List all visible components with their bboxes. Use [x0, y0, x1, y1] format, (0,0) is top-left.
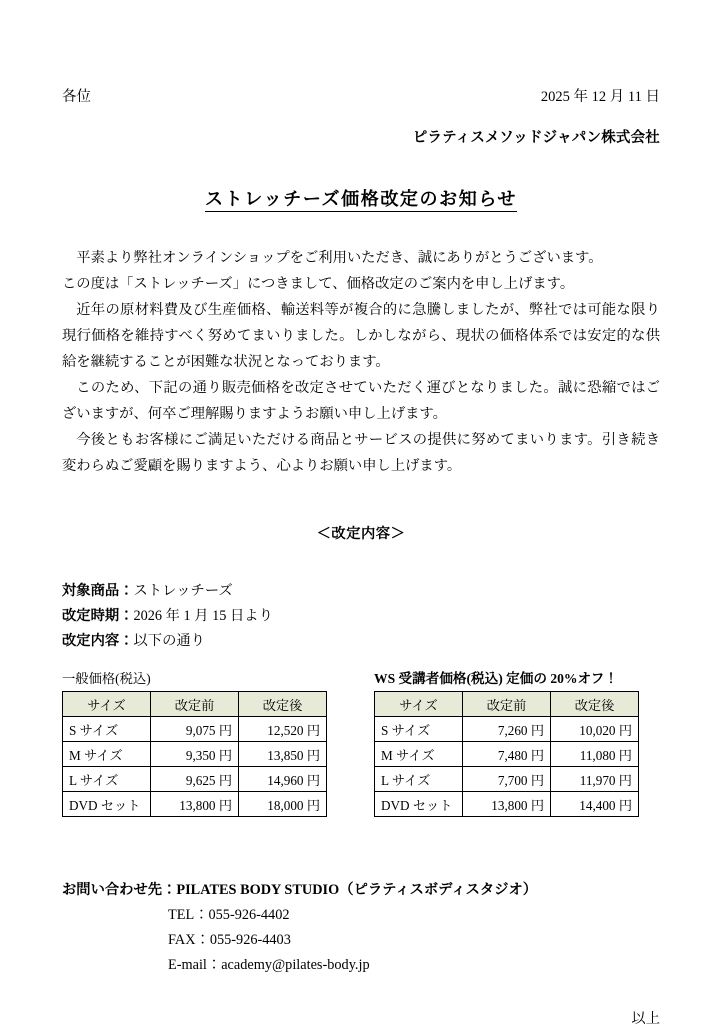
cell-price-before: 7,260 円 — [463, 717, 551, 742]
table-header-row — [375, 692, 639, 717]
cell-size: S サイズ — [63, 717, 151, 742]
cell-size: M サイズ — [375, 742, 463, 767]
cell-price-after: 11,080 円 — [551, 742, 639, 767]
closing-text: 以上 — [631, 1011, 660, 1027]
column-header-size: サイズ — [375, 692, 463, 717]
addressee: 各位 — [62, 89, 91, 105]
contact-fax: FAX：055-926-4403 — [168, 932, 291, 948]
body-paragraph-3: 近年の原材料費及び生産価格、輸送料等が複合的に急騰しましたが、弊社では可能な限り現行価格を維持すべく努めてまいりました。しかしながら、現状の価格体系では安定的な供給を継続することが困難な状況となっております。 — [62, 302, 660, 370]
document-date: 2025 年 12 月 11 日 — [540, 89, 660, 105]
detail-label-target-product: 対象商品 — [62, 583, 120, 599]
contact-tel: TEL：055-926-4402 — [168, 907, 290, 923]
body-paragraph-1: 平素より弊社オンラインショップをご利用いただき、誠にありがとうございます。 — [76, 250, 603, 266]
contact-heading: お問い合わせ先：PILATES BODY STUDIO（ピラティスボディスタジオ） — [62, 882, 538, 898]
cell-size: DVD セット — [375, 792, 463, 817]
ws-price-caption: WS 受講者価格(税込) 定価の 20%オフ！ — [374, 671, 618, 686]
detail-separator-revision-content: ： — [119, 633, 134, 649]
column-header-size: サイズ — [63, 692, 151, 717]
ws-price-table — [374, 691, 639, 817]
column-header-before: 改定前 — [463, 692, 551, 717]
cell-size: L サイズ — [375, 767, 463, 792]
ws-price-table-block — [374, 670, 638, 817]
cell-size: M サイズ — [63, 742, 151, 767]
cell-price-before: 13,800 円 — [463, 792, 551, 817]
cell-price-before: 7,480 円 — [463, 742, 551, 767]
document-title-text: ストレッチーズ価格改定のお知らせ — [205, 189, 517, 212]
column-header-after: 改定後 — [551, 692, 639, 717]
cell-price-before: 9,625 円 — [151, 767, 239, 792]
detail-row-revision-content — [62, 629, 660, 654]
cell-price-before: 13,800 円 — [151, 792, 239, 817]
general-price-table-block — [62, 670, 326, 817]
table-row — [375, 792, 639, 817]
body-paragraph-4: このため、下記の通り販売価格を改定させていただく運びとなりました。誠に恐縮ではございますが、何卒ご理解賜りますようお願い申し上げます。 — [62, 380, 660, 422]
cell-price-after: 14,400 円 — [551, 792, 639, 817]
general-price-table — [62, 691, 327, 817]
body-paragraph-2: この度は「ストレッチーズ」につきまして、価格改定のご案内を申し上げます。 — [62, 276, 575, 292]
cell-price-after: 14,960 円 — [239, 767, 327, 792]
document-header — [62, 0, 660, 108]
table-row — [375, 767, 639, 792]
cell-size: DVD セット — [63, 792, 151, 817]
column-header-after: 改定後 — [239, 692, 327, 717]
cell-size: L サイズ — [63, 767, 151, 792]
cell-price-after: 13,850 円 — [239, 742, 327, 767]
table-row — [63, 717, 327, 742]
sender-company-name: ピラティスメソッドジャパン株式会社 — [412, 130, 660, 146]
detail-separator-target-product: ： — [119, 583, 134, 599]
document-title — [62, 185, 660, 211]
detail-value-target-product: ストレッチーズ — [133, 583, 233, 599]
cell-price-before: 9,350 円 — [151, 742, 239, 767]
detail-label-revision-content: 改定内容 — [62, 633, 120, 649]
revision-section-heading: ＜改定内容＞ — [316, 526, 406, 542]
revision-details — [62, 579, 660, 654]
table-row — [375, 742, 639, 767]
price-tables-area — [62, 670, 660, 820]
detail-row-target-product — [62, 579, 660, 604]
detail-label-effective-date: 改定時期 — [62, 608, 120, 624]
detail-value-revision-content: 以下の通り — [133, 633, 205, 649]
detail-value-effective-date: 2026 年 1 月 15 日より — [133, 608, 273, 624]
table-header-row — [63, 692, 327, 717]
cell-price-after: 12,520 円 — [239, 717, 327, 742]
column-header-before: 改定前 — [151, 692, 239, 717]
contact-email: E-mail：academy@pilates-body.jp — [168, 957, 370, 973]
contact-block — [62, 878, 660, 978]
table-row — [63, 742, 327, 767]
body-paragraph-5: 今後ともお客様にご満足いただける商品とサービスの提供に努めてまいります。引き続き変わらぬご愛顧を賜りますよう、心よりお願い申し上げます。 — [62, 432, 660, 474]
detail-separator-effective-date: ： — [119, 608, 134, 624]
table-row — [375, 717, 639, 742]
cell-price-after: 10,020 円 — [551, 717, 639, 742]
body-text — [62, 245, 660, 479]
cell-price-after: 18,000 円 — [239, 792, 327, 817]
general-price-caption: 一般価格(税込) — [62, 671, 151, 686]
table-row — [63, 792, 327, 817]
table-row — [63, 767, 327, 792]
cell-size: S サイズ — [375, 717, 463, 742]
cell-price-before: 7,700 円 — [463, 767, 551, 792]
cell-price-after: 11,970 円 — [551, 767, 639, 792]
detail-row-effective-date — [62, 604, 660, 629]
cell-price-before: 9,075 円 — [151, 717, 239, 742]
